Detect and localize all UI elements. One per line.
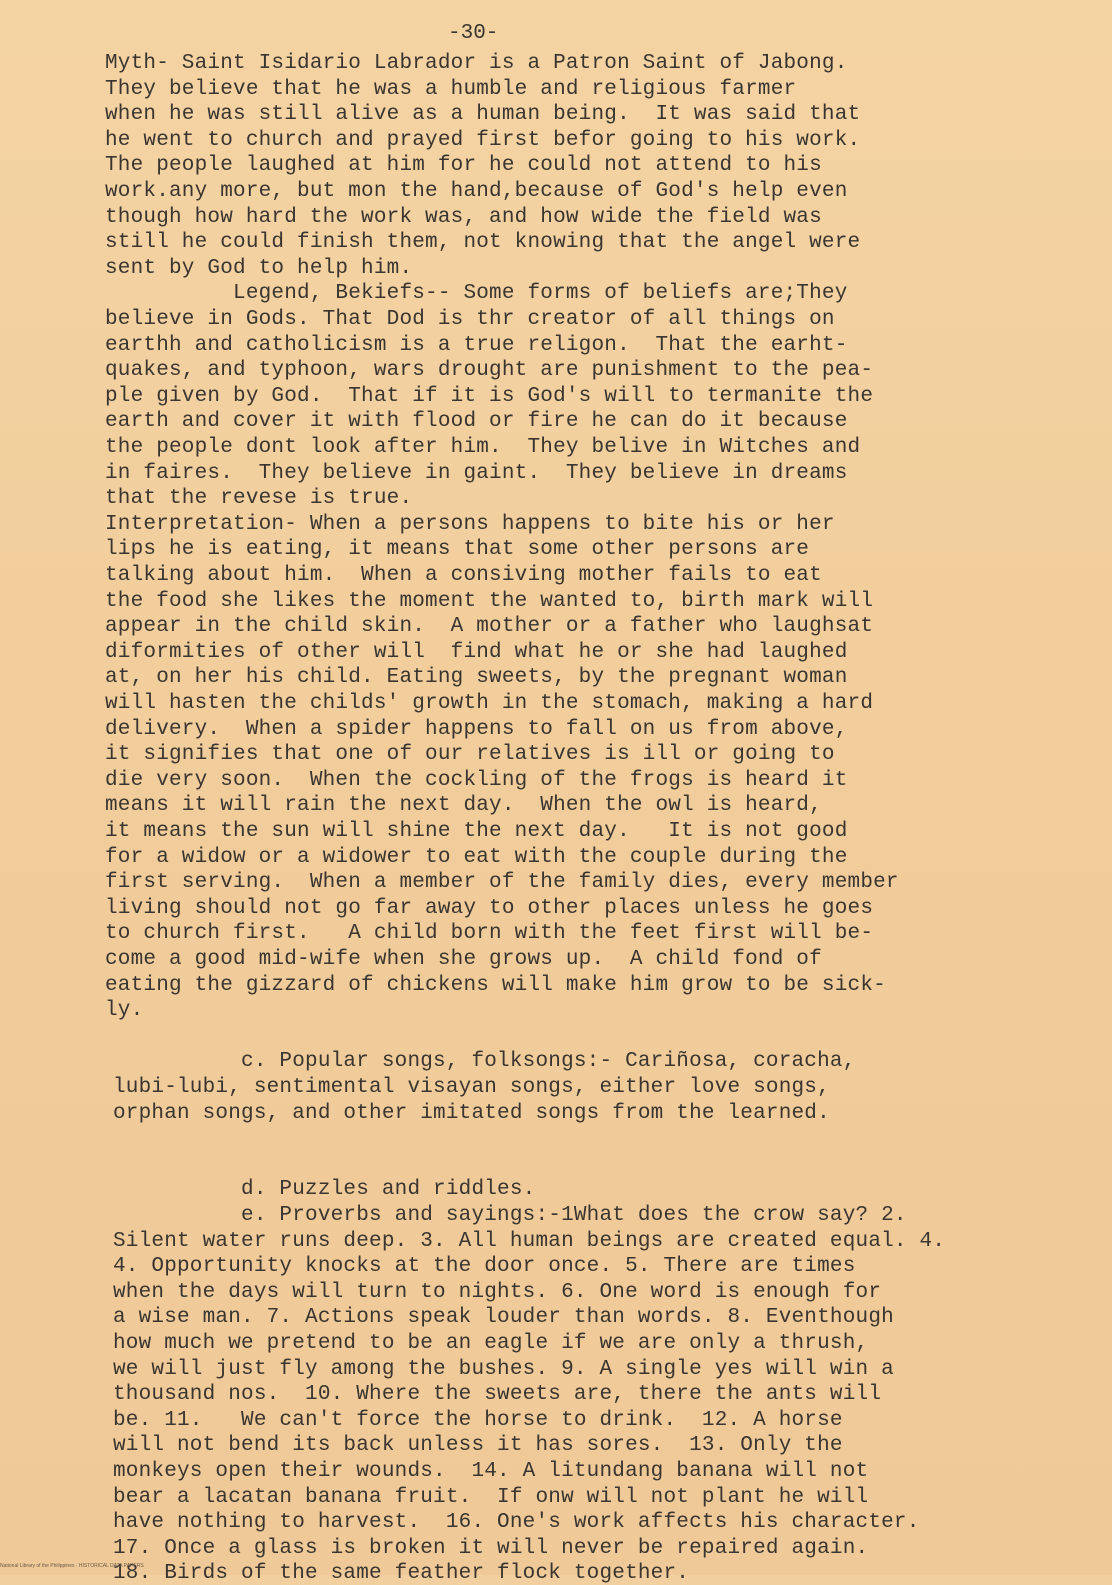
text-line: that the revese is true.: [105, 487, 413, 511]
text-line: to church first. A child born with the feet first will be-: [105, 922, 874, 946]
text-line: will hasten the childs' growth in the stomach, making a hard: [105, 692, 874, 715]
text-line: first serving. When a member of the family dies, every member: [105, 871, 899, 895]
text-line: sent by God to help him.: [105, 256, 413, 280]
text-line: c. Popular songs, folksongs:- Cariñosa, coracha,: [113, 1050, 856, 1074]
text-line: earth and cover it with flood or fire he can do it because: [105, 410, 848, 434]
page-number: -30-: [448, 22, 499, 45]
text-line: come a good mid-wife when she grows up. A child fond of: [105, 948, 822, 971]
text-line: 17. Once a glass is broken it will never be repaired again.: [113, 1536, 869, 1560]
text-line: lubi-lubi, sentimental visayan songs, either love songs,: [113, 1076, 830, 1099]
text-line: delivery. When a spider happens to fall on us from above,: [105, 717, 848, 741]
text-line: believe in Gods. That Dod is thr creator of all things on: [105, 308, 835, 331]
text-line: when the days will turn to nights. 6. One word is enough for: [113, 1280, 882, 1304]
text-line: Myth- Saint Isidario Labrador is a Patron Saint of Jabong.: [105, 52, 848, 75]
text-line: lips he is eating, it means that some other persons are: [105, 538, 810, 562]
text-line: The people laughed at him for he could not attend to his: [105, 154, 822, 178]
text-line: bear a lacatan banana fruit. If onw will not plant he will: [113, 1485, 869, 1509]
text-line: the people dont look after him. They belive in Witches and: [105, 436, 861, 459]
text-line: 18. Birds of the same feather flock together.: [113, 1562, 690, 1585]
text-line: They believe that he was a humble and religious farmer: [105, 77, 797, 101]
text-line: he went to church and prayed first befor going to his work.: [105, 128, 861, 152]
text-line: d. Puzzles and riddles.: [113, 1178, 536, 1202]
text-line: it means the sun will shine the next day. It is not good: [105, 820, 848, 843]
text-line: will not bend its back unless it has sores. 13. Only the: [113, 1434, 843, 1458]
text-line: in faires. They believe in gaint. They believe in dreams: [105, 461, 848, 485]
text-line: be. 11. We can't force the horse to drink. 12. A horse: [113, 1408, 843, 1432]
text-line: ple given by God. That if it is God's will to termanite the: [105, 384, 874, 408]
text-line: Legend, Bekiefs-- Some forms of beliefs are;They: [105, 282, 848, 306]
text-line: orphan songs, and other imitated songs from the learned.: [113, 1101, 830, 1125]
text-line: die very soon. When the cockling of the frogs is heard it: [105, 768, 848, 792]
text-line: for a widow or a widower to eat with the couple during the: [105, 845, 848, 869]
text-line: we will just fly among the bushes. 9. A single yes will win a: [113, 1357, 894, 1381]
text-line: it signifies that one of our relatives is ill or going to: [105, 743, 835, 767]
text-line: e. Proverbs and sayings:-1What does the crow say? 2.: [113, 1204, 907, 1227]
text-line: diformities of other will find what he or she had laughed: [105, 640, 848, 664]
archive-footer: National Library of the Philippines · HISTORICAL DATA PAPERS: [0, 1563, 144, 1569]
text-line: talking about him. When a consiving mother fails to eat: [105, 564, 822, 587]
text-line: at, on her his child. Eating sweets, by the pregnant woman: [105, 666, 848, 690]
text-line: thousand nos. 10. Where the sweets are, there the ants will: [113, 1383, 882, 1407]
text-line: 4. Opportunity knocks at the door once. 5. There are times: [113, 1255, 856, 1279]
text-line: appear in the child skin. A mother or a father who laughsat: [105, 615, 874, 639]
text-line: living should not go far away to other places unless he goes: [105, 896, 874, 920]
text-line: monkeys open their wounds. 14. A litundang banana will not: [113, 1460, 869, 1483]
text-line: Silent water runs deep. 3. All human beings are created equal. 4.: [113, 1229, 946, 1253]
text-line: ly.: [105, 999, 144, 1023]
text-line: how much we pretend to be an eagle if we are only a thrush,: [113, 1332, 869, 1355]
text-line: earthh and catholicism is a true religon. That the earht-: [105, 333, 848, 357]
text-line: the food she likes the moment the wanted to, birth mark will: [105, 589, 874, 613]
text-line: means it will rain the next day. When the owl is heard,: [105, 794, 822, 818]
text-line: still he could finish them, not knowing that the angel were: [105, 231, 861, 255]
text-line: when he was still alive as a human being. It was said that: [105, 103, 861, 127]
text-line: work.any more, but mon the hand,because of God's help even: [105, 180, 848, 203]
text-line: a wise man. 7. Actions speak louder than words. 8. Eventhough: [113, 1306, 894, 1330]
text-line: Interpretation- When a persons happens to bite his or her: [105, 512, 835, 536]
text-line: have nothing to harvest. 16. One's work affects his character.: [113, 1511, 920, 1535]
text-line: quakes, and typhoon, wars drought are punishment to the pea-: [105, 359, 874, 383]
text-line: eating the gizzard of chickens will make him grow to be sick-: [105, 973, 886, 997]
text-line: though how hard the work was, and how wide the field was: [105, 205, 822, 229]
